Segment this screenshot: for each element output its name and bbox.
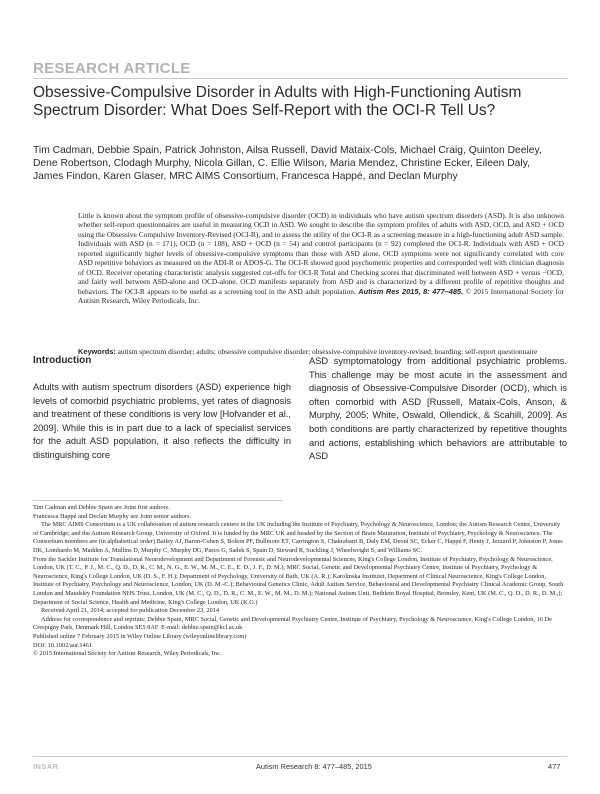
header-divider [33, 78, 567, 79]
society-logo-text: INSAR [33, 762, 59, 771]
abstract [78, 211, 564, 306]
abstract-copyright: © 2015 International Society for Autism Research, Wiley Periodicals, Inc. [78, 286, 564, 306]
page-number: 477 [548, 762, 561, 771]
footnote-consortium: The MRC AIMS Consortium is a UK collaboration of autism research centers in the UK including the Institute of Psychiatry, Psychology & Neuroscience, London; the Autism Research Centre, University of Cambridge; and the Autism Research Group, University of Oxford. It is funded by the MRC UK and headed by the Section of Brain Maturation, Institute of Psychiatry, Psychology & Neuroscience. The Consortium members are (in alphabetical order) Bailey AJ, Baron-Cohen S, Bolton PF, Bullmore ET, Carrington S, Chakrabarti B, Daly EM, Deoni SC, Ecker C, Happé F, Henty J, Jezzard P, Johnston P, Jones DK, Lombardo M, Madden A, Mullins D, Murphy C, Murphy DG, Pasco G, Sadek S, Spain D, Steward R, Suckling J, Wheelwright S, and Williams SC. [33, 521, 563, 554]
footnote-joint-first: Tim Cadman and Debbie Spain are Joint first authors. [33, 504, 170, 511]
footnote-divider [33, 500, 283, 501]
article-title: Obsessive-Compulsive Disorder in Adults with High-Functioning Autism Spectrum Disorder: What Does Self-Report with the OCI-R Tell Us? [33, 84, 522, 119]
abstract-citation: Autism Res 2015, 8: 477–485. [358, 286, 464, 296]
body-column-left: Adults with autism spectrum disorders (ASD) experience high levels of comorbid psychiatric problems, yet rates of diagnosis and treatment of these conditions is very low [Hofvander et al., 2009]. While this is in part due to a lack of specialist services for the adult ASD population, it also reflects the difficulty in distinguishing core [33, 382, 291, 460]
keywords-text: autism spectrum disorder; adults; obsessive compulsive disorder; obsessive-compulsive inventory-revised; hoarding; self-report questionnaire [117, 347, 538, 356]
footnote-affiliations: From the Sackler Institute for Translational Neurodevelopment and Department of Forensic and Neurodevelopmental Sciences, King's College London, Institute of Psychiatry, Psychology & Neuroscience, London, UK (T. C., P. J., M. C., Q. D., D. R., C. M., N. G., E. W., M. M., C. E., E. D., J. F., D. M.); MRC Social, Genetic and Developmental Psychiatry Centre, Institute of Psychiatry, Psychology & Neuroscience, King's College London, UK (D. S., F. H.); Department of Psychology, University of Bath, UK (A. R.); Karolinska Institutet, Department of Clinical Neuroscience, King's College London, Institute of Psychiatry, Psychology and Neuroscience, London, UK (D. M.-C.); Behavioural Genetics Clinic, Adult Autism Service, Behavioural and Developmental Psychiatry Clinical Academic Group, South London and Maudsley Foundation NHS Trust, London, UK (M. C., Q. D., D. R., C. M., E. W., M. M., D. M.); National Autism Unit, Bethlem Royal Hospital, Bromley, Kent, UK (M. C., Q. D., D. R., D. M.,); Department of Social Science, Health and Medicine, King's College London, UK (K.G.) [33, 555, 564, 606]
footnote-joint-senior: Francesca Happé and Declan Murphy are Joint senior authors. [33, 512, 192, 520]
footnote-correspondence: Address for correspondence and reprints: Debbie Spain, MRC Social, Genetic and Developmental Psychiatry Centre, Institute of Psychiatry, Psychology & Neuroscience, King's College London, 16 De Crespigny Park, Denmark Hill, London SE5 8AF. E-mail: debbie.spain@kcl.ac.uk [33, 615, 552, 632]
footnote-received: Received April 21, 2014; accepted for publication December 23, 2014 [41, 607, 220, 615]
footnote-doi: DOI: 10.1002/aur.1461 [33, 641, 93, 649]
article-type-label: RESEARCH ARTICLE [33, 60, 191, 77]
keywords-label: Keywords: [78, 347, 116, 356]
author-list: Tim Cadman, Debbie Spain, Patrick Johnston, Ailsa Russell, David Mataix-Cols, Michael Craig, Quinton Deeley, Dene Robertson, Clodagh Murphy, Nicola Gillan, C. Ellie Wilson, Maria Mendez, Christine Ecker, Eileen Daly, James Findon, Karen Glaser, MRC AIMS Consortium, Francesca Happé, and Declan Murphy [33, 145, 542, 182]
journal-reference: Autism Research 8: 477–485, 2015 [256, 762, 372, 771]
footnotes [33, 504, 567, 659]
abstract-text: Little is known about the symptom profile of obsessive-compulsive disorder (OCD) in individuals who have autism spectrum disorders (ASD). It is also unknown whether self-report questionnaires are useful in measuring OCD in ASD. We sought to describe the symptom profiles of adults with ASD, OCD, and ASD + OCD using the Obsessive Compulsive Inventory-Revised (OCI-R), and to assess the utility of the OCI-R as a screening measure in a high-functioning adult ASD sample. Individuals with ASD (n = 171), OCD (n = 108), ASD + OCD (n = 54) and control participants (n = 92) completed the OCI-R. Individuals with ASD + OCD reported significantly higher levels of obsessive-compulsive symptoms than those with ASD alone. OCD symptoms were not significantly correlated with core ASD repetitive behaviors as measured on the ADI-R or ADOS-G. The OCI-R showed good psychometric properties and corresponded well with clinician diagnosis of OCD. Receiver operating characteristic analysis suggested cut-offs for OCI-R Total and Checking scores that discriminated well between ASD + versus −OCD, and fairly well between ASD-alone and OCD-alone. OCD manifests separately from ASD and is characterized by a different profile of repetitive thoughts and behaviors. The OCI-R appears to be useful as a screening tool in the ASD adult population. [78, 211, 564, 296]
footnote-copyright: © 2015 International Society for Autism Research, Wiley Periodicals, Inc. [33, 650, 222, 658]
footnote-published: Published online 7 February 2015 in Wiley Online Library (wileyonlinelibrary.com) [33, 632, 247, 640]
body-column-right: ASD symptomatology from additional psychiatric problems. This challenge may be most acute in the assessment and diagnosis of Obsessive-Compulsive Disorder (OCD), which is often comorbid with ASD [Russell, Mataix-Cols, Anson, & Murphy, 2005; White, Oswald, Ollendick, & Scahill, 2009]. As both conditions are partly characterized by repetitive thoughts and actions, establishing which behaviors are attributable to ASD [309, 356, 567, 462]
footer-divider [33, 756, 567, 757]
introduction-heading: Introduction [33, 355, 92, 366]
